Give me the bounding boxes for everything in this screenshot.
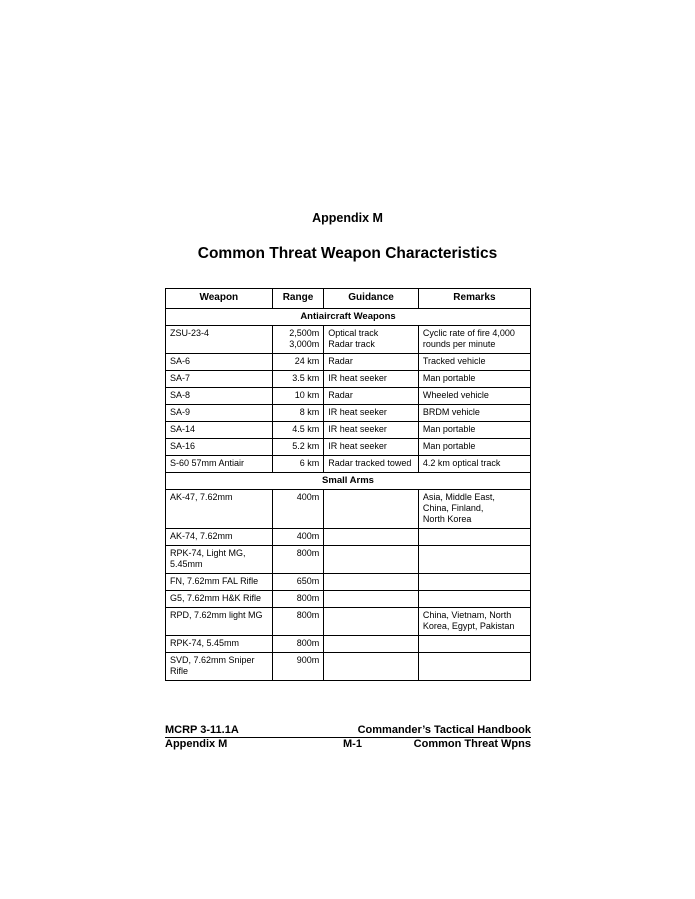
remarks-cell [418, 529, 530, 546]
guidance-text: Radar [328, 390, 353, 400]
weapon-cell [166, 354, 273, 371]
range-text: 800m [296, 638, 320, 648]
footer-page-number: M-1 [343, 738, 362, 750]
guidance-text: IR heat seeker [328, 407, 387, 417]
weapon-text: SA-16 [170, 441, 196, 451]
header-weapon: Weapon [166, 289, 273, 309]
table-row [166, 456, 531, 473]
remarks-text: North Korea [422, 514, 472, 524]
remarks-cell [418, 439, 530, 456]
guidance-cell [324, 636, 419, 653]
range-cell [272, 422, 324, 439]
guidance-cell [324, 439, 419, 456]
range-text: 800m [296, 610, 320, 620]
table-row [166, 529, 531, 546]
remarks-cell [418, 591, 530, 608]
weapon-text: SA-8 [170, 390, 191, 400]
range-cell [272, 574, 324, 591]
range-text: 4.5 km [292, 424, 320, 434]
weapon-cell [166, 439, 273, 456]
guidance-cell [324, 574, 419, 591]
weapon-cell [166, 546, 273, 574]
weapon-text: AK-74, 7.62mm [170, 531, 233, 541]
range-text: 3.5 km [292, 373, 320, 383]
guidance-cell [324, 490, 419, 529]
weapon-text: G5, 7.62mm H&K Rifle [170, 593, 262, 603]
guidance-text: Optical track [328, 328, 379, 338]
table-row [166, 490, 531, 529]
footer-appendix: Appendix M [165, 738, 228, 750]
guidance-text: IR heat seeker [328, 424, 387, 434]
remarks-cell [418, 422, 530, 439]
guidance-cell [324, 591, 419, 608]
range-text: 400m [296, 492, 320, 502]
remarks-text: Man portable [422, 373, 476, 383]
section-row [166, 309, 531, 326]
range-cell [272, 388, 324, 405]
remarks-cell [418, 574, 530, 591]
range-cell [272, 529, 324, 546]
guidance-cell [324, 653, 419, 681]
remarks-text: Korea, Egypt, Pakistan [422, 621, 515, 631]
remarks-cell [418, 326, 530, 354]
weapon-text: AK-47, 7.62mm [170, 492, 233, 502]
remarks-cell [418, 608, 530, 636]
remarks-text: China, Vietnam, North [422, 610, 512, 620]
remarks-cell [418, 405, 530, 422]
table-row [166, 546, 531, 574]
range-text: 3,000m [289, 339, 320, 349]
weapon-text: RPK-74, Light MG, [170, 548, 246, 558]
table-row [166, 326, 531, 354]
range-cell [272, 546, 324, 574]
weapon-text: SA-6 [170, 356, 191, 366]
guidance-cell [324, 608, 419, 636]
weapon-cell [166, 490, 273, 529]
table-row [166, 574, 531, 591]
section-row [166, 473, 531, 490]
remarks-text: BRDM vehicle [422, 407, 480, 417]
range-text: 800m [296, 593, 320, 603]
remarks-text: China, Finland, [422, 503, 484, 513]
guidance-text: IR heat seeker [328, 441, 387, 451]
guidance-cell [324, 354, 419, 371]
table-row [166, 591, 531, 608]
weapon-cell [166, 591, 273, 608]
table-row [166, 388, 531, 405]
remarks-text: Asia, Middle East, [422, 492, 495, 502]
guidance-cell [324, 371, 419, 388]
weapon-characteristics-table [165, 288, 531, 681]
table-header-row [166, 289, 531, 309]
range-cell [272, 591, 324, 608]
remarks-cell [418, 388, 530, 405]
weapon-text: S-60 57mm Antiair [170, 458, 245, 468]
guidance-cell [324, 326, 419, 354]
range-text: 400m [296, 531, 320, 541]
footer-section-title: Common Threat Wpns [413, 738, 531, 750]
weapon-text: SA-9 [170, 407, 191, 417]
footer-publication-number: MCRP 3-11.1A [165, 724, 239, 736]
remarks-cell [418, 354, 530, 371]
weapon-cell [166, 422, 273, 439]
guidance-cell [324, 456, 419, 473]
table-row [166, 405, 531, 422]
range-text: 800m [296, 548, 320, 558]
weapon-cell [166, 529, 273, 546]
range-text: 24 km [294, 356, 320, 366]
weapon-text: Rifle [170, 666, 189, 676]
header-range: Range [272, 289, 324, 309]
range-text: 2,500m [289, 328, 320, 338]
weapon-cell [166, 456, 273, 473]
guidance-text: IR heat seeker [328, 373, 387, 383]
remarks-text: Man portable [422, 424, 476, 434]
weapon-cell [166, 405, 273, 422]
weapon-text: FN, 7.62mm FAL Rifle [170, 576, 259, 586]
table-row [166, 422, 531, 439]
weapon-text: RPK-74, 5.45mm [170, 638, 240, 648]
remarks-cell [418, 653, 530, 681]
remarks-text: Man portable [422, 441, 476, 451]
range-text: 8 km [299, 407, 320, 417]
remarks-cell [418, 636, 530, 653]
range-cell [272, 636, 324, 653]
guidance-cell [324, 405, 419, 422]
weapon-cell [166, 388, 273, 405]
remarks-text: Cyclic rate of fire 4,000 [422, 328, 515, 338]
range-text: 900m [296, 655, 320, 665]
range-cell [272, 608, 324, 636]
range-cell [272, 354, 324, 371]
remarks-text: Wheeled vehicle [422, 390, 489, 400]
guidance-text: Radar tracked towed [328, 458, 412, 468]
guidance-cell [324, 546, 419, 574]
footer-publication-title: Commander’s Tactical Handbook [357, 724, 531, 736]
range-text: 6 km [299, 458, 320, 468]
range-cell [272, 439, 324, 456]
section-heading: Small Arms [166, 473, 531, 490]
footer-top-line [165, 724, 531, 738]
range-cell [272, 371, 324, 388]
appendix-heading: Appendix M [312, 211, 383, 225]
weapon-text: SA-7 [170, 373, 191, 383]
range-text: 650m [296, 576, 320, 586]
guidance-text: Radar track [328, 339, 375, 349]
remarks-cell [418, 371, 530, 388]
guidance-cell [324, 422, 419, 439]
weapon-cell [166, 326, 273, 354]
table-row [166, 653, 531, 681]
weapon-cell [166, 608, 273, 636]
range-text: 10 km [294, 390, 320, 400]
table-body [166, 309, 531, 681]
remarks-cell [418, 490, 530, 529]
header-guidance: Guidance [324, 289, 419, 309]
section-heading: Antiaircraft Weapons [166, 309, 531, 326]
remarks-cell [418, 456, 530, 473]
range-cell [272, 456, 324, 473]
range-cell [272, 326, 324, 354]
guidance-cell [324, 529, 419, 546]
header-remarks: Remarks [418, 289, 530, 309]
range-cell [272, 653, 324, 681]
page-title: Common Threat Weapon Characteristics [197, 245, 498, 262]
weapon-text: 5.45mm [170, 559, 203, 569]
table-row [166, 439, 531, 456]
weapon-cell [166, 636, 273, 653]
weapon-cell [166, 653, 273, 681]
table-row [166, 608, 531, 636]
remarks-text: rounds per minute [422, 339, 496, 349]
weapon-cell [166, 371, 273, 388]
remarks-cell [418, 546, 530, 574]
remarks-text: Tracked vehicle [422, 356, 486, 366]
table-row [166, 371, 531, 388]
table-row [166, 636, 531, 653]
weapon-text: ZSU-23-4 [170, 328, 210, 338]
range-cell [272, 490, 324, 529]
guidance-text: Radar [328, 356, 353, 366]
weapon-text: SVD, 7.62mm Sniper [170, 655, 255, 665]
range-text: 5.2 km [292, 441, 320, 451]
remarks-text: 4.2 km optical track [422, 458, 501, 468]
weapon-cell [166, 574, 273, 591]
guidance-cell [324, 388, 419, 405]
table-row [166, 354, 531, 371]
range-cell [272, 405, 324, 422]
weapon-text: SA-14 [170, 424, 196, 434]
weapon-text: RPD, 7.62mm light MG [170, 610, 263, 620]
